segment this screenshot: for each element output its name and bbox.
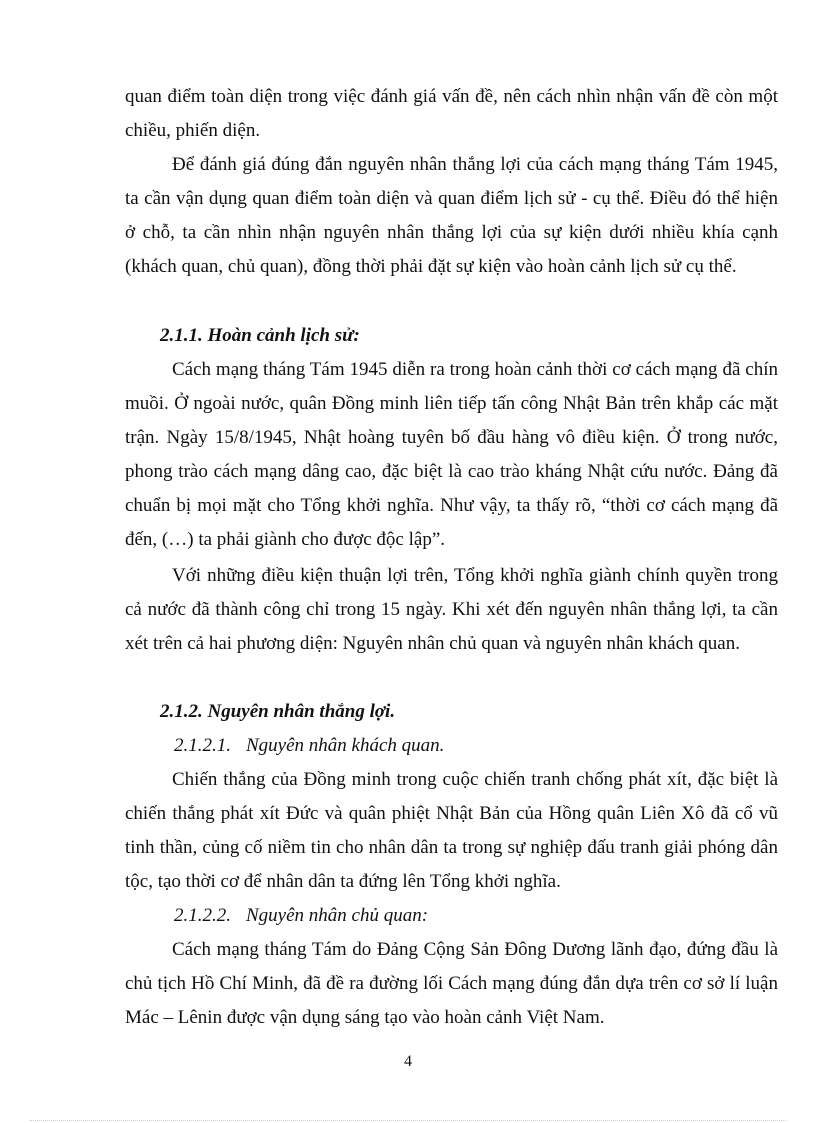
page-bottom-divider [30, 1120, 786, 1121]
heading-subjective-causes [174, 899, 428, 933]
heading-text: Nguyên nhân khách quan. [246, 735, 445, 756]
paragraph-method: Để đánh giá đúng đắn nguyên nhân thắng lợi của cách mạng tháng Tám 1945, ta cần vận dụng quan điểm toàn diện và quan điểm lịch sử - cụ thể. Điều đó thể hiện ở chỗ, ta cần nhìn nhận nguyên nhân thắng lợi của sự kiện dưới nhiều khía cạnh (khách quan, chủ quan), đồng thời phải đặt sự kiện vào hoàn cảnh lịch sử cụ thể. [125, 154, 778, 277]
page-number: 4 [404, 1053, 412, 1070]
heading-historical-context: 2.1.1. Hoàn cảnh lịch sử: [160, 325, 360, 346]
paragraph-objective-causes: Chiến thắng của Đồng minh trong cuộc chiến tranh chống phát xít, đặc biệt là chiến thắng phát xít Đức và quân phiệt Nhật Bản của Hồng quân Liên Xô đã cổ vũ tinh thần, củng cố niềm tin cho nhân dân ta trong sự nghiệp đấu tranh giải phóng dân tộc, tạo thời cơ để nhân dân ta đứng lên Tổng khởi nghĩa. [125, 769, 778, 892]
heading-text: Nguyên nhân chủ quan: [246, 905, 429, 926]
paragraph-conditions: Với những điều kiện thuận lợi trên, Tổng khởi nghĩa giành chính quyền trong cả nước đã thành công chỉ trong 15 ngày. Khi xét đến nguyên nhân thắng lợi, ta cần xét trên cả hai phương diện: Nguyên nhân chủ quan và nguyên nhân khách quan. [125, 565, 778, 654]
paragraph-historical-context: Cách mạng tháng Tám 1945 diễn ra trong hoàn cảnh thời cơ cách mạng đã chín muồi. Ở ngoài nước, quân Đồng minh liên tiếp tấn công Nhật Bản trên khắp các mặt trận. Ngày 15/8/1945, Nhật hoàng tuyên bố đầu hàng vô điều kiện. Ở trong nước, phong trào cách mạng dâng cao, đặc biệt là cao trào kháng Nhật cứu nước. Đảng đã chuẩn bị mọi mặt cho Tổng khởi nghĩa. Như vậy, ta thấy rõ, “thời cơ cách mạng đã đến, (…) ta phải giành cho được độc lập”. [125, 359, 778, 550]
paragraph-subjective-causes: Cách mạng tháng Tám do Đảng Cộng Sản Đông Dương lãnh đạo, đứng đầu là chủ tịch Hồ Chí Minh, đã đề ra đường lối Cách mạng đúng đắn dựa trên cơ sở lí luận Mác – Lênin được vận dụng sáng tạo vào hoàn cảnh Việt Nam. [125, 939, 778, 1028]
paragraph-intro-continuation: quan điểm toàn diện trong việc đánh giá vấn đề, nên cách nhìn nhận vấn đề còn một chiều, phiến diện. [125, 86, 778, 141]
heading-number: 2.1.2.1. [174, 735, 231, 756]
heading-objective-causes [174, 729, 444, 763]
heading-causes-of-victory: 2.1.2. Nguyên nhân thắng lợi. [160, 701, 396, 722]
heading-number: 2.1.2.2. [174, 905, 231, 926]
